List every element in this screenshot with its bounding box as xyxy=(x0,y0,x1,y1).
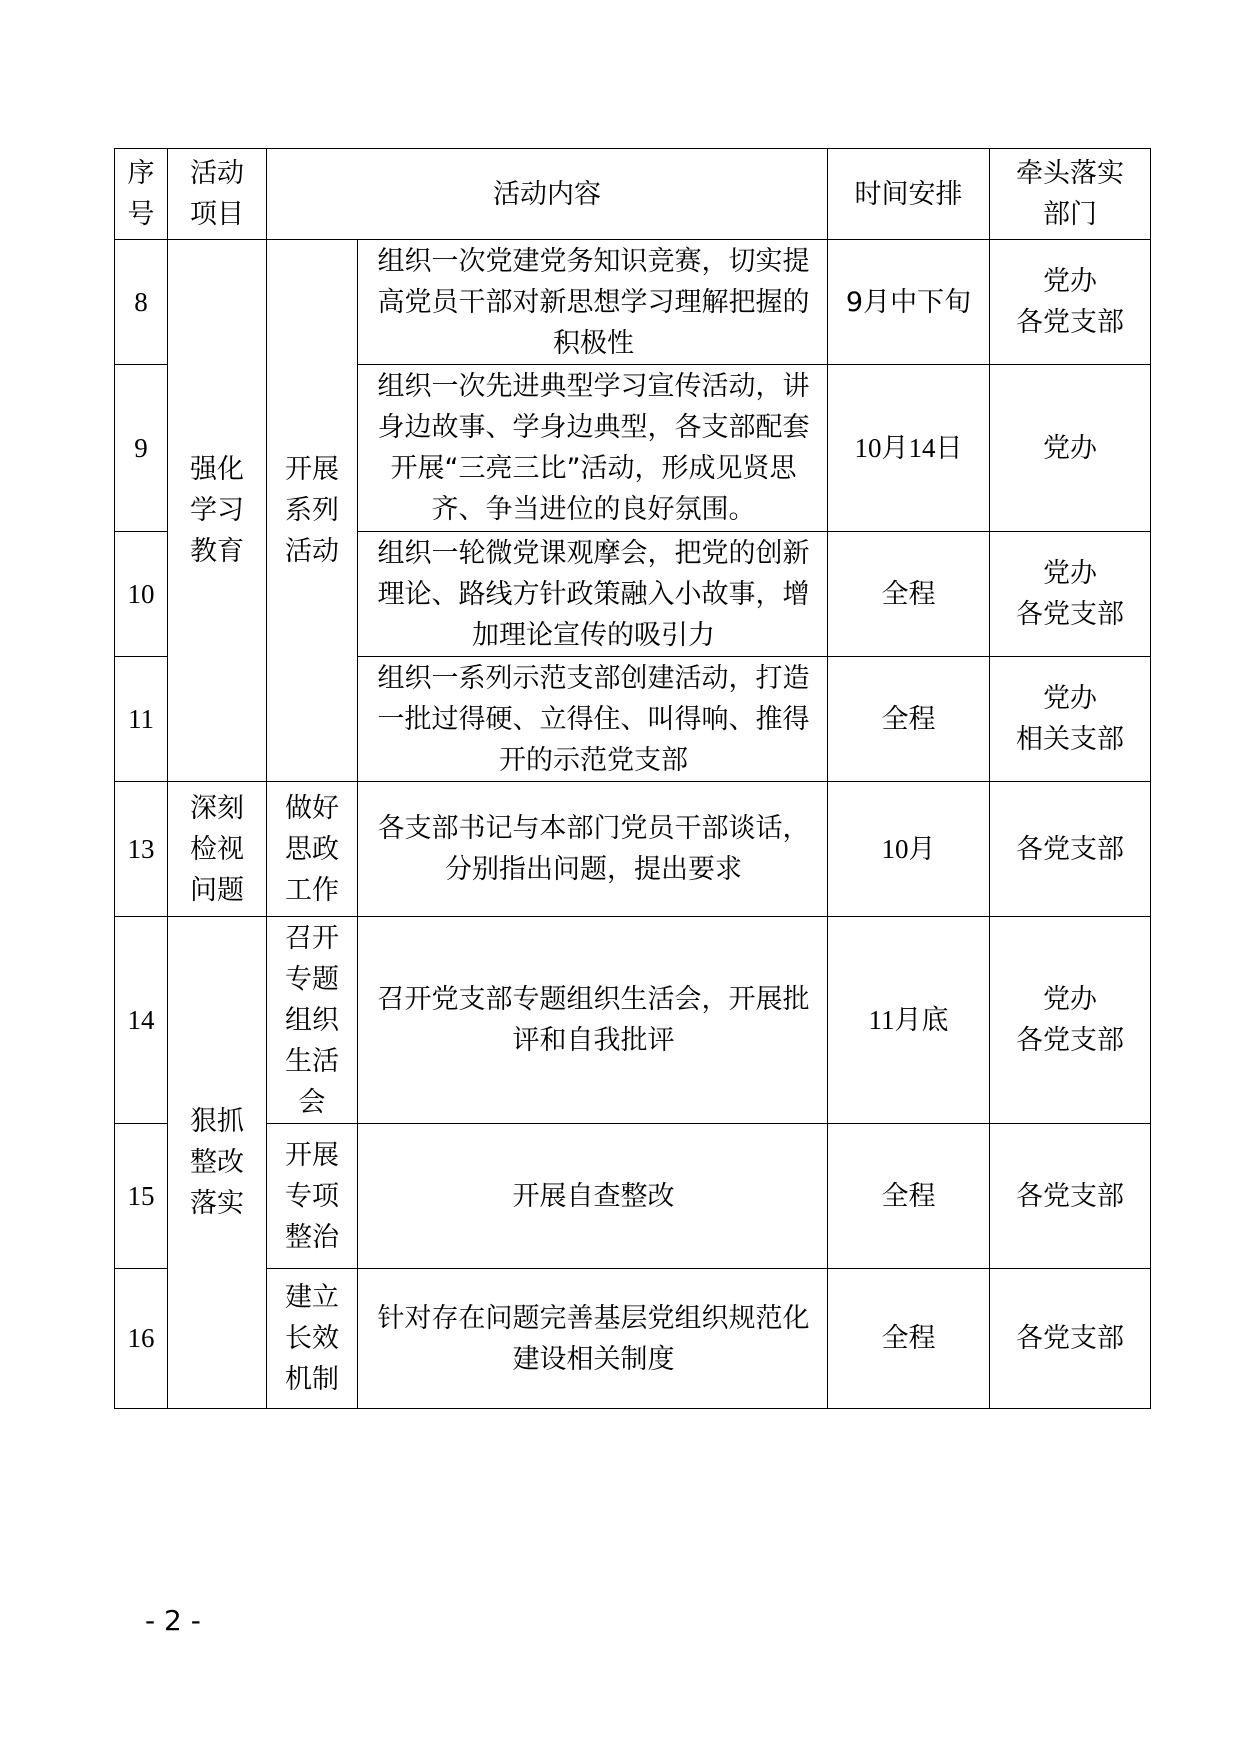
activity-plan-table xyxy=(114,148,1151,1409)
activity-content: 组织一系列示范支部创建活动，打造一批过得硬、立得住、叫得响、推得开的示范党支部 xyxy=(358,657,828,782)
activity-group: 深刻检视问题 xyxy=(168,782,267,917)
dept-cell: 党办 各党支部 xyxy=(990,917,1151,1124)
header-dept: 牵头落实部门 xyxy=(990,149,1151,240)
time-cell: 11月底 xyxy=(828,917,990,1124)
dept-cell: 各党支部 xyxy=(990,782,1151,917)
header-item: 活动项目 xyxy=(168,149,267,240)
dept-cell: 党办 各党支部 xyxy=(990,240,1151,365)
row-number: 16 xyxy=(115,1269,168,1409)
row-number: 8 xyxy=(115,240,168,365)
row-number: 13 xyxy=(115,782,168,917)
page-number: - 2 - xyxy=(145,1604,201,1637)
time-cell: 全程 xyxy=(828,1269,990,1409)
dept-cell: 各党支部 xyxy=(990,1124,1151,1269)
header-seq: 序号 xyxy=(115,149,168,240)
row-number: 15 xyxy=(115,1124,168,1269)
activity-subitem: 开展系列活动 xyxy=(267,240,358,782)
activity-subitem: 开展专项整治 xyxy=(267,1124,358,1269)
table-header-row xyxy=(115,149,1151,240)
activity-subitem: 召开专题组织生活会 xyxy=(267,917,358,1124)
activity-content: 组织一次先进典型学习宣传活动，讲身边故事、学身边典型，各支部配套开展“三亮三比”活动，形成见贤思齐、争当进位的良好氛围。 xyxy=(358,365,828,532)
header-content: 活动内容 xyxy=(267,149,828,240)
table-row xyxy=(115,1269,1151,1409)
activity-group: 强化学习教育 xyxy=(168,240,267,782)
dept-cell: 各党支部 xyxy=(990,1269,1151,1409)
dept-cell: 党办 各党支部 xyxy=(990,532,1151,657)
time-cell: 全程 xyxy=(828,532,990,657)
dept-cell: 党办 xyxy=(990,365,1151,532)
time-cell: 10月 xyxy=(828,782,990,917)
activity-content: 各支部书记与本部门党员干部谈话，分别指出问题，提出要求 xyxy=(358,782,828,917)
row-number: 10 xyxy=(115,532,168,657)
activity-content: 开展自查整改 xyxy=(358,1124,828,1269)
activity-subitem: 建立长效机制 xyxy=(267,1269,358,1409)
table-row xyxy=(115,917,1151,1124)
time-cell: 全程 xyxy=(828,1124,990,1269)
activity-content: 针对存在问题完善基层党组织规范化建设相关制度 xyxy=(358,1269,828,1409)
row-number: 11 xyxy=(115,657,168,782)
table-row xyxy=(115,782,1151,917)
activity-group: 狠抓整改落实 xyxy=(168,917,267,1409)
table-row xyxy=(115,240,1151,365)
time-cell: 全程 xyxy=(828,657,990,782)
activity-subitem: 做好思政工作 xyxy=(267,782,358,917)
row-number: 14 xyxy=(115,917,168,1124)
activity-content: 召开党支部专题组织生活会，开展批评和自我批评 xyxy=(358,917,828,1124)
dept-cell: 党办 相关支部 xyxy=(990,657,1151,782)
activity-content: 组织一次党建党务知识竞赛，切实提高党员干部对新思想学习理解把握的积极性 xyxy=(358,240,828,365)
header-time: 时间安排 xyxy=(828,149,990,240)
activity-content: 组织一轮微党课观摩会，把党的创新理论、路线方针政策融入小故事，增加理论宣传的吸引力 xyxy=(358,532,828,657)
row-number: 9 xyxy=(115,365,168,532)
table-row xyxy=(115,1124,1151,1269)
time-cell: 10月14日 xyxy=(828,365,990,532)
time-cell: 9月中下旬 xyxy=(828,240,990,365)
